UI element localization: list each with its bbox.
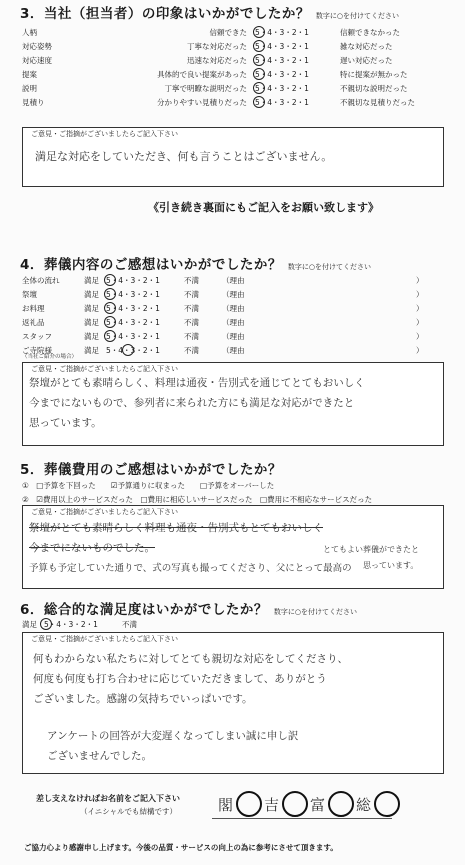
section-5-handwriting-line1: 祭壇がとても素晴らしく料理も通夜・告別式もとてもおいしく xyxy=(29,522,323,534)
impression-row xyxy=(22,83,462,95)
section-4-note: 数字に○を付けてください xyxy=(287,263,372,271)
row-scale: 5・4・3・2・1 xyxy=(255,84,309,93)
rating-circle-5[interactable] xyxy=(253,26,265,38)
row-reason-close: ） xyxy=(416,290,424,299)
name-field[interactable] xyxy=(212,790,392,819)
overall-rating-row xyxy=(22,619,462,631)
footer-thanks: ご協力心より感謝申し上げます。今後の品質・サービスの向上の為に参考にさせて頂きます。 xyxy=(24,843,338,852)
section-5-handwriting-insert: とてもよい葬儀ができたと xyxy=(323,545,419,554)
row-dissatisfied: 不満 xyxy=(184,332,199,341)
row-satisfied: 満足 xyxy=(84,276,99,285)
row-dissatisfied: 不満 xyxy=(184,276,199,285)
name-character: 吉 xyxy=(264,796,280,814)
content-row xyxy=(22,345,462,357)
row-scale: 5・4・3・2・1 xyxy=(106,304,160,313)
rating-circle-5[interactable] xyxy=(104,330,116,342)
overall-sat: 満足 xyxy=(22,620,37,629)
name-circle xyxy=(282,791,308,817)
row-positive-label: 分かりやすい見積りだった xyxy=(157,98,247,107)
row-reason-close: ） xyxy=(416,332,424,341)
section-4-title: 4．葬儀内容のご感想はいかがでしたか？ 数字に○を付けてください xyxy=(20,257,372,273)
row-reason: （理由 xyxy=(222,346,245,355)
section-6-handwriting-line3: ございました。感謝の気持ちでいっぱいです。 xyxy=(33,693,253,705)
section-6-handwriting-line5: ございませんでした。 xyxy=(47,750,152,762)
impression-row xyxy=(22,27,462,39)
row-negative-label: 特に提案が無かった xyxy=(340,70,408,79)
section-6-handwriting-line1: 何もわからない私たちに対してとても親切な対応をしてくださり、 xyxy=(33,653,348,665)
section-4-handwriting-line1: 祭壇がとても素晴らしく、料理は通夜・告別式を通じてとてもおいしく xyxy=(29,377,365,389)
row-dissatisfied: 不満 xyxy=(184,318,199,327)
row-scale: 5・4・3・2・1 xyxy=(255,70,309,79)
row-scale: 5・4・3・2・1 xyxy=(255,42,309,51)
row-dissatisfied: 不満 xyxy=(184,290,199,299)
row-positive-label: 信頼できた xyxy=(209,28,247,37)
row-scale: 5・4・3・2・1 xyxy=(255,28,309,37)
row-satisfied: 満足 xyxy=(84,332,99,341)
impression-row xyxy=(22,97,462,109)
row-scale: 5・4・3・2・1 xyxy=(106,346,160,355)
row-positive-label: 丁寧な対応だった xyxy=(187,42,247,51)
rating-circle-5[interactable] xyxy=(253,68,265,80)
row-scale: 5・4・3・2・1 xyxy=(255,98,309,107)
name-character: 総 xyxy=(356,796,372,814)
row-label: ご寺院様 xyxy=(22,346,52,355)
rating-circle-5[interactable] xyxy=(253,82,265,94)
row-reason: （理由 xyxy=(222,332,245,341)
row-satisfied: 満足 xyxy=(84,346,99,355)
rating-circle-5[interactable] xyxy=(104,316,116,328)
impression-row xyxy=(22,69,462,81)
row-scale: 5・4・3・2・1 xyxy=(106,318,160,327)
overall-scale: 5・4・3・2・1 xyxy=(44,620,98,629)
name-label: 差し支えなければお名前をご記入下さい xyxy=(36,794,180,803)
row-label: 全体の流れ xyxy=(22,276,60,285)
impression-row xyxy=(22,55,462,67)
row-positive-label: 丁寧で明瞭な説明だった xyxy=(164,84,247,93)
section-3-comment-box xyxy=(22,127,444,187)
rating-circle-5[interactable] xyxy=(253,96,265,108)
row-negative-label: 遅い対応だった xyxy=(340,56,393,65)
section-4-handwriting-line2: 今までにないもので、参列者に来られた方にも満足な対応ができたと xyxy=(29,397,355,409)
row-reason: （理由 xyxy=(222,318,245,327)
name-sublabel: （イニシャルでも結構です） xyxy=(80,807,178,816)
section-3-title: 3．当社（担当者）の印象はいかがでしたか？ 数字に○を付けてください xyxy=(20,6,400,22)
continue-note: 《引き続き裏面にもご記入をお願い致します》 xyxy=(148,201,379,214)
content-row xyxy=(22,303,462,315)
row-label: お料理 xyxy=(22,304,45,313)
rating-circle-5[interactable] xyxy=(253,54,265,66)
comment-box-label: ご意見・ご指摘がございましたらご記入下さい xyxy=(31,635,178,643)
row-label: 対応速度 xyxy=(22,56,52,65)
section-3-handwriting: 満足な対応をしていただき、何も言うことはございません。 xyxy=(35,150,333,163)
row-reason-close: ） xyxy=(416,276,424,285)
row-dissatisfied: 不満 xyxy=(184,304,199,313)
rating-circle-5[interactable] xyxy=(104,274,116,286)
impression-row xyxy=(22,41,462,53)
row-scale: 5・4・3・2・1 xyxy=(106,332,160,341)
row-reason: （理由 xyxy=(222,290,245,299)
section-5-handwriting-line2: 今までにないものでした。 xyxy=(29,542,155,554)
row-label: 人柄 xyxy=(22,28,37,37)
section-4-comment-box xyxy=(22,362,444,446)
service-options: ② ☑費用以上のサービスだった □費用に相応しいサービスだった □費用に不相応なサービスだった xyxy=(22,495,373,504)
section-6-title: 6．総合的な満足度はいかがでしたか？ 数字に○を付けてください xyxy=(20,602,358,618)
section-6-note: 数字に○を付けてください xyxy=(273,608,358,616)
row-reason-close: ） xyxy=(416,304,424,313)
section-6-handwriting-line2: 何度も何度も打ち合わせに応じていただきまして、ありがとう xyxy=(33,673,327,685)
row-scale: 5・4・3・2・1 xyxy=(106,290,160,299)
row-negative-label: 雑な対応だった xyxy=(340,42,393,51)
row-label: スタッフ xyxy=(22,332,52,341)
row-label: 祭壇 xyxy=(22,290,37,299)
rating-circle-5[interactable] xyxy=(104,302,116,314)
name-circle xyxy=(374,791,400,817)
row-positive-label: 具体的で良い提案があった xyxy=(157,70,247,79)
row-label: 提案 xyxy=(22,70,37,79)
overall-dis: 不満 xyxy=(122,620,137,629)
section-5-handwriting-end: 思っています。 xyxy=(363,561,419,570)
row-reason: （理由 xyxy=(222,276,245,285)
section-3-note: 数字に○を付けてください xyxy=(315,12,400,20)
section-5-title: 5．葬儀費用のご感想はいかがでしたか？ xyxy=(20,462,282,478)
row-satisfied: 満足 xyxy=(84,304,99,313)
row-label: 説明 xyxy=(22,84,37,93)
row-reason-close: ） xyxy=(416,318,424,327)
comment-box-label: ご意見・ご指摘がございましたらご記入下さい xyxy=(31,508,178,516)
temple-note: （当社ご紹介の場合） xyxy=(22,354,78,360)
rating-circle-5[interactable] xyxy=(104,288,116,300)
content-row xyxy=(22,331,462,343)
row-negative-label: 不親切な見積りだった xyxy=(340,98,415,107)
row-negative-label: 信頼できなかった xyxy=(340,28,400,37)
row-reason-close: ） xyxy=(416,346,424,355)
name-circle xyxy=(236,791,262,817)
row-label: 返礼品 xyxy=(22,318,45,327)
section-5-comment-box xyxy=(22,505,444,589)
name-circle xyxy=(328,791,354,817)
content-row xyxy=(22,275,462,287)
row-reason: （理由 xyxy=(222,304,245,313)
row-label: 見積り xyxy=(22,98,45,107)
content-row xyxy=(22,289,462,301)
content-row xyxy=(22,317,462,329)
row-satisfied: 満足 xyxy=(84,290,99,299)
row-negative-label: 不親切な説明だった xyxy=(340,84,408,93)
rating-circle-5[interactable] xyxy=(40,618,52,630)
section-6-comment-box xyxy=(22,632,444,774)
rating-circle-4[interactable] xyxy=(122,344,134,356)
rating-circle-5[interactable] xyxy=(253,40,265,52)
row-scale: 5・4・3・2・1 xyxy=(106,276,160,285)
comment-box-label: ご意見・ご指摘がございましたらご記入下さい xyxy=(31,130,178,138)
budget-options: ① □予算を下回った ☑予算通りに収まった □予算をオーバーした xyxy=(22,481,275,490)
section-4-handwriting-line3: 思っています。 xyxy=(29,417,102,429)
row-label: 対応姿勢 xyxy=(22,42,52,51)
row-scale: 5・4・3・2・1 xyxy=(255,56,309,65)
row-dissatisfied: 不満 xyxy=(184,346,199,355)
row-positive-label: 迅速な対応だった xyxy=(187,56,247,65)
section-5-handwriting-line3: 予算も予定していた通りで、式の写真も撮ってくださり、父にとって最高の xyxy=(29,563,352,574)
name-character: 閣 xyxy=(218,796,234,814)
section-6-handwriting-line4: アンケートの回答が大変遅くなってしまい誠に申し訳 xyxy=(47,730,299,742)
comment-box-label: ご意見・ご指摘がございましたらご記入下さい xyxy=(31,365,178,373)
row-satisfied: 満足 xyxy=(84,318,99,327)
name-character: 富 xyxy=(310,796,326,814)
